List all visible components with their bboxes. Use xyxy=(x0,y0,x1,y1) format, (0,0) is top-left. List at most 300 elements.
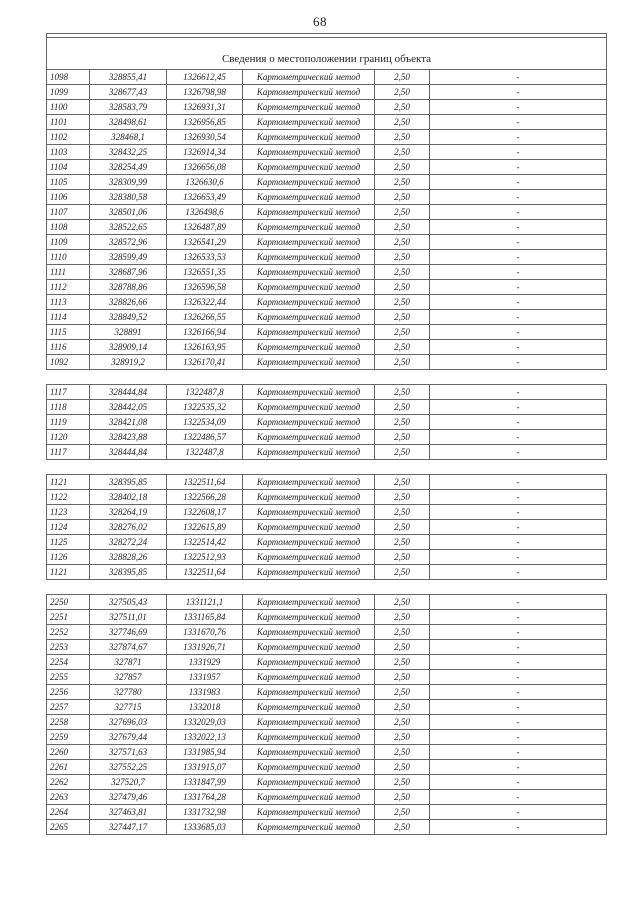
description-cell: - xyxy=(430,595,607,610)
coord-x-cell: 327780 xyxy=(90,685,167,700)
coord-y-cell: 1331764,28 xyxy=(167,790,243,805)
coord-x-cell: 328254,49 xyxy=(90,160,167,175)
table-row xyxy=(47,400,607,415)
group-separator-row xyxy=(47,370,607,385)
point-number-cell: 1117 xyxy=(47,445,90,460)
method-cell: Картометрический метод xyxy=(243,820,375,835)
point-number-cell: 2260 xyxy=(47,745,90,760)
table-row xyxy=(47,565,607,580)
description-cell: - xyxy=(430,685,607,700)
coord-y-cell: 1322615,89 xyxy=(167,520,243,535)
coord-y-cell: 1322535,32 xyxy=(167,400,243,415)
coord-x-cell: 328276,02 xyxy=(90,520,167,535)
method-cell: Картометрический метод xyxy=(243,310,375,325)
method-cell: Картометрический метод xyxy=(243,730,375,745)
description-cell: - xyxy=(430,250,607,265)
table-row xyxy=(47,700,607,715)
accuracy-cell: 2,50 xyxy=(375,325,430,340)
coord-y-cell: 1333685,03 xyxy=(167,820,243,835)
coord-x-cell: 328677,43 xyxy=(90,85,167,100)
coord-y-cell: 1322511,64 xyxy=(167,565,243,580)
description-cell: - xyxy=(430,430,607,445)
accuracy-cell: 2,50 xyxy=(375,655,430,670)
point-number-cell: 2251 xyxy=(47,610,90,625)
table-row xyxy=(47,295,607,310)
coord-x-cell: 327552,25 xyxy=(90,760,167,775)
table-row xyxy=(47,640,607,655)
method-cell: Картометрический метод xyxy=(243,70,375,85)
coord-x-cell: 327463,81 xyxy=(90,805,167,820)
description-cell: - xyxy=(430,730,607,745)
table-row xyxy=(47,430,607,445)
coord-x-cell: 327571,63 xyxy=(90,745,167,760)
method-cell: Картометрический метод xyxy=(243,340,375,355)
accuracy-cell: 2,50 xyxy=(375,220,430,235)
coord-x-cell: 328501,06 xyxy=(90,205,167,220)
description-cell: - xyxy=(430,400,607,415)
table-row xyxy=(47,190,607,205)
coord-y-cell: 1322486,57 xyxy=(167,430,243,445)
point-number-cell: 2262 xyxy=(47,775,90,790)
point-number-cell: 2257 xyxy=(47,700,90,715)
accuracy-cell: 2,50 xyxy=(375,295,430,310)
accuracy-cell: 2,50 xyxy=(375,235,430,250)
coord-y-cell: 1331670,76 xyxy=(167,625,243,640)
table-row xyxy=(47,145,607,160)
point-number-cell: 2252 xyxy=(47,625,90,640)
coord-y-cell: 1326653,49 xyxy=(167,190,243,205)
method-cell: Картометрический метод xyxy=(243,205,375,220)
description-cell: - xyxy=(430,820,607,835)
point-number-cell: 2263 xyxy=(47,790,90,805)
table-row xyxy=(47,130,607,145)
accuracy-cell: 2,50 xyxy=(375,520,430,535)
method-cell: Картометрический метод xyxy=(243,475,375,490)
description-cell: - xyxy=(430,715,607,730)
table-row xyxy=(47,70,607,85)
accuracy-cell: 2,50 xyxy=(375,610,430,625)
accuracy-cell: 2,50 xyxy=(375,430,430,445)
description-cell: - xyxy=(430,655,607,670)
coord-x-cell: 328264,19 xyxy=(90,505,167,520)
table-row xyxy=(47,415,607,430)
coord-x-cell: 328909,14 xyxy=(90,340,167,355)
point-number-cell: 1100 xyxy=(47,100,90,115)
table-row xyxy=(47,340,607,355)
table-row xyxy=(47,805,607,820)
coord-y-cell: 1331983 xyxy=(167,685,243,700)
accuracy-cell: 2,50 xyxy=(375,265,430,280)
accuracy-cell: 2,50 xyxy=(375,565,430,580)
coord-y-cell: 1331165,84 xyxy=(167,610,243,625)
method-cell: Картометрический метод xyxy=(243,445,375,460)
coord-x-cell: 328309,99 xyxy=(90,175,167,190)
coord-x-cell: 328432,25 xyxy=(90,145,167,160)
coord-y-cell: 1326956,85 xyxy=(167,115,243,130)
method-cell: Картометрический метод xyxy=(243,565,375,580)
accuracy-cell: 2,50 xyxy=(375,145,430,160)
description-cell: - xyxy=(430,610,607,625)
description-cell: - xyxy=(430,775,607,790)
description-cell: - xyxy=(430,220,607,235)
coord-y-cell: 1326170,41 xyxy=(167,355,243,370)
method-cell: Картометрический метод xyxy=(243,715,375,730)
table-row xyxy=(47,265,607,280)
coord-x-cell: 327447,17 xyxy=(90,820,167,835)
table-row xyxy=(47,325,607,340)
coord-x-cell: 327479,46 xyxy=(90,790,167,805)
description-cell: - xyxy=(430,535,607,550)
point-number-cell: 2250 xyxy=(47,595,90,610)
coord-x-cell: 328849,52 xyxy=(90,310,167,325)
separator-cell xyxy=(47,580,607,595)
accuracy-cell: 2,50 xyxy=(375,70,430,85)
method-cell: Картометрический метод xyxy=(243,790,375,805)
description-cell: - xyxy=(430,205,607,220)
description-cell: - xyxy=(430,520,607,535)
coord-x-cell: 328498,61 xyxy=(90,115,167,130)
accuracy-cell: 2,50 xyxy=(375,505,430,520)
coord-y-cell: 1326163,95 xyxy=(167,340,243,355)
method-cell: Картометрический метод xyxy=(243,760,375,775)
coord-x-cell: 327505,43 xyxy=(90,595,167,610)
table-row xyxy=(47,175,607,190)
coord-y-cell: 1326266,55 xyxy=(167,310,243,325)
method-cell: Картометрический метод xyxy=(243,130,375,145)
accuracy-cell: 2,50 xyxy=(375,130,430,145)
method-cell: Картометрический метод xyxy=(243,535,375,550)
description-cell: - xyxy=(430,805,607,820)
coord-y-cell: 1322487,8 xyxy=(167,385,243,400)
point-number-cell: 1115 xyxy=(47,325,90,340)
accuracy-cell: 2,50 xyxy=(375,820,430,835)
coord-y-cell: 1326630,6 xyxy=(167,175,243,190)
accuracy-cell: 2,50 xyxy=(375,775,430,790)
table-row xyxy=(47,715,607,730)
description-cell: - xyxy=(430,505,607,520)
table-row xyxy=(47,205,607,220)
method-cell: Картометрический метод xyxy=(243,415,375,430)
point-number-cell: 1101 xyxy=(47,115,90,130)
method-cell: Картометрический метод xyxy=(243,505,375,520)
coord-y-cell: 1326322,44 xyxy=(167,295,243,310)
coord-x-cell: 328826,66 xyxy=(90,295,167,310)
accuracy-cell: 2,50 xyxy=(375,445,430,460)
table-row xyxy=(47,160,607,175)
table-row xyxy=(47,775,607,790)
point-number-cell: 1098 xyxy=(47,70,90,85)
coord-x-cell: 328583,79 xyxy=(90,100,167,115)
description-cell: - xyxy=(430,700,607,715)
description-cell: - xyxy=(430,115,607,130)
accuracy-cell: 2,50 xyxy=(375,595,430,610)
accuracy-cell: 2,50 xyxy=(375,670,430,685)
coord-x-cell: 328395,85 xyxy=(90,565,167,580)
accuracy-cell: 2,50 xyxy=(375,805,430,820)
accuracy-cell: 2,50 xyxy=(375,190,430,205)
accuracy-cell: 2,50 xyxy=(375,385,430,400)
accuracy-cell: 2,50 xyxy=(375,640,430,655)
point-number-cell: 1118 xyxy=(47,400,90,415)
point-number-cell: 1107 xyxy=(47,205,90,220)
method-cell: Картометрический метод xyxy=(243,625,375,640)
table-row xyxy=(47,385,607,400)
point-number-cell: 2254 xyxy=(47,655,90,670)
point-number-cell: 1121 xyxy=(47,565,90,580)
accuracy-cell: 2,50 xyxy=(375,535,430,550)
method-cell: Картометрический метод xyxy=(243,595,375,610)
description-cell: - xyxy=(430,670,607,685)
point-number-cell: 1099 xyxy=(47,85,90,100)
method-cell: Картометрический метод xyxy=(243,745,375,760)
coord-x-cell: 327871 xyxy=(90,655,167,670)
point-number-cell: 1092 xyxy=(47,355,90,370)
coord-x-cell: 328402,18 xyxy=(90,490,167,505)
description-cell: - xyxy=(430,475,607,490)
coord-x-cell: 328919,2 xyxy=(90,355,167,370)
coord-y-cell: 1332018 xyxy=(167,700,243,715)
point-number-cell: 1113 xyxy=(47,295,90,310)
method-cell: Картометрический метод xyxy=(243,685,375,700)
method-cell: Картометрический метод xyxy=(243,295,375,310)
method-cell: Картометрический метод xyxy=(243,160,375,175)
description-cell: - xyxy=(430,790,607,805)
method-cell: Картометрический метод xyxy=(243,670,375,685)
accuracy-cell: 2,50 xyxy=(375,115,430,130)
coord-y-cell: 1322608,17 xyxy=(167,505,243,520)
coord-y-cell: 1331929 xyxy=(167,655,243,670)
coord-y-cell: 1331926,71 xyxy=(167,640,243,655)
point-number-cell: 1126 xyxy=(47,550,90,565)
point-number-cell: 1105 xyxy=(47,175,90,190)
accuracy-cell: 2,50 xyxy=(375,745,430,760)
table-body xyxy=(47,34,607,835)
point-number-cell: 1109 xyxy=(47,235,90,250)
point-number-cell: 1123 xyxy=(47,505,90,520)
coord-x-cell: 328599,49 xyxy=(90,250,167,265)
group-separator-row xyxy=(47,580,607,595)
method-cell: Картометрический метод xyxy=(243,175,375,190)
description-cell: - xyxy=(430,490,607,505)
table-row xyxy=(47,85,607,100)
description-cell: - xyxy=(430,625,607,640)
point-number-cell: 2256 xyxy=(47,685,90,700)
accuracy-cell: 2,50 xyxy=(375,205,430,220)
table-row xyxy=(47,670,607,685)
description-cell: - xyxy=(430,550,607,565)
accuracy-cell: 2,50 xyxy=(375,85,430,100)
point-number-cell: 2258 xyxy=(47,715,90,730)
page-number: 68 xyxy=(313,14,327,29)
coord-x-cell: 328788,86 xyxy=(90,280,167,295)
description-cell: - xyxy=(430,745,607,760)
description-cell: - xyxy=(430,70,607,85)
coord-y-cell: 1326798,98 xyxy=(167,85,243,100)
method-cell: Картометрический метод xyxy=(243,655,375,670)
table-row xyxy=(47,535,607,550)
point-number-cell: 2259 xyxy=(47,730,90,745)
separator-cell xyxy=(47,460,607,475)
accuracy-cell: 2,50 xyxy=(375,625,430,640)
coord-y-cell: 1322514,42 xyxy=(167,535,243,550)
accuracy-cell: 2,50 xyxy=(375,730,430,745)
point-number-cell: 2261 xyxy=(47,760,90,775)
accuracy-cell: 2,50 xyxy=(375,490,430,505)
method-cell: Картометрический метод xyxy=(243,355,375,370)
point-number-cell: 1117 xyxy=(47,385,90,400)
coord-x-cell: 328272,24 xyxy=(90,535,167,550)
accuracy-cell: 2,50 xyxy=(375,100,430,115)
coord-y-cell: 1322511,64 xyxy=(167,475,243,490)
coord-x-cell: 327857 xyxy=(90,670,167,685)
accuracy-cell: 2,50 xyxy=(375,715,430,730)
table-row xyxy=(47,655,607,670)
table-row xyxy=(47,475,607,490)
coord-y-cell: 1322512,93 xyxy=(167,550,243,565)
coord-x-cell: 328828,26 xyxy=(90,550,167,565)
coord-x-cell: 328468,1 xyxy=(90,130,167,145)
point-number-cell: 1114 xyxy=(47,310,90,325)
point-number-cell: 1122 xyxy=(47,490,90,505)
coord-x-cell: 328395,85 xyxy=(90,475,167,490)
accuracy-cell: 2,50 xyxy=(375,250,430,265)
coord-y-cell: 1326656,08 xyxy=(167,160,243,175)
coord-y-cell: 1332029,03 xyxy=(167,715,243,730)
coord-x-cell: 327746,69 xyxy=(90,625,167,640)
coord-y-cell: 1326166,94 xyxy=(167,325,243,340)
description-cell: - xyxy=(430,310,607,325)
table-row xyxy=(47,115,607,130)
method-cell: Картометрический метод xyxy=(243,520,375,535)
coord-y-cell: 1331957 xyxy=(167,670,243,685)
method-cell: Картометрический метод xyxy=(243,100,375,115)
method-cell: Картометрический метод xyxy=(243,235,375,250)
table-row xyxy=(47,280,607,295)
coord-y-cell: 1331847,99 xyxy=(167,775,243,790)
accuracy-cell: 2,50 xyxy=(375,790,430,805)
table-row xyxy=(47,685,607,700)
point-number-cell: 1111 xyxy=(47,265,90,280)
method-cell: Картометрический метод xyxy=(243,775,375,790)
description-cell: - xyxy=(430,265,607,280)
coord-y-cell: 1322566,28 xyxy=(167,490,243,505)
coord-y-cell: 1326541,29 xyxy=(167,235,243,250)
coord-x-cell: 328421,08 xyxy=(90,415,167,430)
coord-x-cell: 328855,41 xyxy=(90,70,167,85)
description-cell: - xyxy=(430,355,607,370)
accuracy-cell: 2,50 xyxy=(375,340,430,355)
coord-y-cell: 1331732,98 xyxy=(167,805,243,820)
point-number-cell: 1106 xyxy=(47,190,90,205)
coord-x-cell: 328423,88 xyxy=(90,430,167,445)
method-cell: Картометрический метод xyxy=(243,640,375,655)
point-number-cell: 2264 xyxy=(47,805,90,820)
description-cell: - xyxy=(430,145,607,160)
method-cell: Картометрический метод xyxy=(243,280,375,295)
point-number-cell: 2265 xyxy=(47,820,90,835)
point-number-cell: 1116 xyxy=(47,340,90,355)
description-cell: - xyxy=(430,295,607,310)
coord-x-cell: 327511,01 xyxy=(90,610,167,625)
coord-x-cell: 327696,03 xyxy=(90,715,167,730)
table-row xyxy=(47,595,607,610)
table-row xyxy=(47,550,607,565)
coord-y-cell: 1326612,45 xyxy=(167,70,243,85)
coord-x-cell: 327874,67 xyxy=(90,640,167,655)
point-number-cell: 1110 xyxy=(47,250,90,265)
method-cell: Картометрический метод xyxy=(243,490,375,505)
table-row xyxy=(47,310,607,325)
table-row xyxy=(47,505,607,520)
method-cell: Картометрический метод xyxy=(243,250,375,265)
table-row xyxy=(47,250,607,265)
table-title: Сведения о местоположении границ объекта xyxy=(47,38,607,70)
coord-x-cell: 328891 xyxy=(90,325,167,340)
description-cell: - xyxy=(430,160,607,175)
coord-x-cell: 327520,7 xyxy=(90,775,167,790)
table-row xyxy=(47,220,607,235)
accuracy-cell: 2,50 xyxy=(375,700,430,715)
coord-y-cell: 1326914,34 xyxy=(167,145,243,160)
method-cell: Картометрический метод xyxy=(243,700,375,715)
accuracy-cell: 2,50 xyxy=(375,175,430,190)
coord-y-cell: 1326931,31 xyxy=(167,100,243,115)
table-row xyxy=(47,235,607,250)
description-cell: - xyxy=(430,760,607,775)
group-separator-row xyxy=(47,460,607,475)
point-number-cell: 1124 xyxy=(47,520,90,535)
point-number-cell: 2255 xyxy=(47,670,90,685)
description-cell: - xyxy=(430,565,607,580)
method-cell: Картометрический метод xyxy=(243,805,375,820)
coord-y-cell: 1322534,09 xyxy=(167,415,243,430)
point-number-cell: 1108 xyxy=(47,220,90,235)
point-number-cell: 1125 xyxy=(47,535,90,550)
accuracy-cell: 2,50 xyxy=(375,415,430,430)
coord-y-cell: 1331915,07 xyxy=(167,760,243,775)
method-cell: Картометрический метод xyxy=(243,115,375,130)
accuracy-cell: 2,50 xyxy=(375,685,430,700)
table-row xyxy=(47,730,607,745)
description-cell: - xyxy=(430,280,607,295)
table-row xyxy=(47,520,607,535)
description-cell: - xyxy=(430,190,607,205)
point-number-cell: 1103 xyxy=(47,145,90,160)
method-cell: Картометрический метод xyxy=(243,430,375,445)
description-cell: - xyxy=(430,640,607,655)
point-number-cell: 1102 xyxy=(47,130,90,145)
method-cell: Картометрический метод xyxy=(243,220,375,235)
accuracy-cell: 2,50 xyxy=(375,550,430,565)
method-cell: Картометрический метод xyxy=(243,325,375,340)
method-cell: Картометрический метод xyxy=(243,190,375,205)
point-number-cell: 2253 xyxy=(47,640,90,655)
coord-x-cell: 328572,96 xyxy=(90,235,167,250)
accuracy-cell: 2,50 xyxy=(375,760,430,775)
table-row xyxy=(47,820,607,835)
accuracy-cell: 2,50 xyxy=(375,280,430,295)
table-row xyxy=(47,745,607,760)
table-title-row xyxy=(47,38,607,70)
description-cell: - xyxy=(430,85,607,100)
method-cell: Картометрический метод xyxy=(243,145,375,160)
point-number-cell: 1104 xyxy=(47,160,90,175)
coord-y-cell: 1326498,6 xyxy=(167,205,243,220)
method-cell: Картометрический метод xyxy=(243,265,375,280)
point-number-cell: 1112 xyxy=(47,280,90,295)
method-cell: Картометрический метод xyxy=(243,550,375,565)
table-row xyxy=(47,100,607,115)
